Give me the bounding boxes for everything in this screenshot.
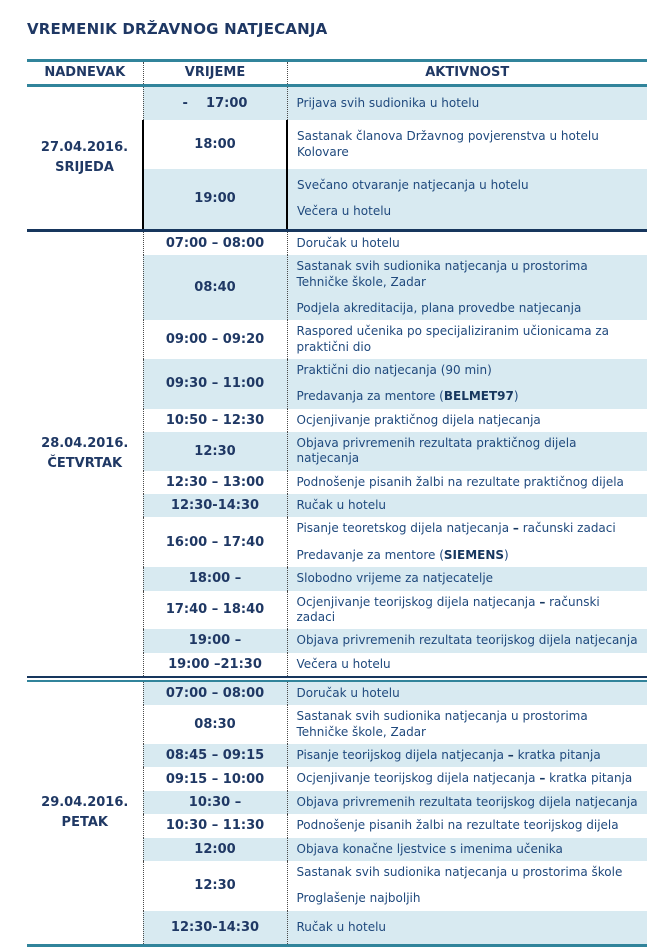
time-cell: 08:45 – 09:15 <box>143 744 287 767</box>
page-title: VREMENIK DRŽAVNOG NATJECANJA <box>27 20 328 38</box>
activity-cell <box>287 255 647 320</box>
activity-cell <box>287 744 647 767</box>
activity-cell <box>287 911 647 946</box>
time-cell: 09:30 – 11:00 <box>143 359 287 409</box>
time-cell: 16:00 – 17:40 <box>143 517 287 567</box>
act-pre: Slobodno vrijeme za natjecatelje <box>296 571 494 586</box>
act-pre: Objava privremenih rezultata teorijskog dijela natjecanja <box>296 633 638 648</box>
activity-cell <box>287 861 647 911</box>
activity-paragraph <box>297 236 639 251</box>
time-cell: 17:40 – 18:40 <box>143 591 287 630</box>
activity-paragraph <box>297 301 639 316</box>
act-pre: Doručak u hotelu <box>296 685 400 700</box>
time-cell: 12:30 <box>143 861 287 911</box>
activity-paragraph <box>297 96 639 111</box>
act-pre: Prijava svih sudionika u hotelu <box>296 96 480 110</box>
time-cell: 07:00 – 08:00 <box>143 681 287 705</box>
activity-cell <box>287 471 647 494</box>
act-pre: Praktični dio natjecanja (90 min) <box>296 362 492 377</box>
activity-cell <box>287 169 647 230</box>
activity-paragraph <box>297 595 639 626</box>
activity-cell <box>287 359 647 409</box>
table-header-row <box>27 61 647 86</box>
activity-cell <box>287 432 647 471</box>
time-cell: 19:00 <box>143 169 287 230</box>
time-cell: 12:30-14:30 <box>143 911 287 946</box>
col-header-aktivnost: AKTIVNOST <box>287 61 647 86</box>
activity-paragraph <box>297 795 639 810</box>
activity-paragraph <box>297 363 639 378</box>
time-cell: 08:40 <box>143 255 287 320</box>
act-post: ) <box>513 389 519 404</box>
act-pre: Pisanje teoretskog dijela natjecanja <box>296 521 513 536</box>
activity-paragraph <box>297 413 639 428</box>
date-cell <box>27 681 143 945</box>
activity-paragraph <box>297 709 639 740</box>
act-pre: Ručak u hotelu <box>296 498 387 513</box>
time-cell: 12:30-14:30 <box>143 494 287 517</box>
time-cell: 18:00 <box>143 120 287 169</box>
activity-paragraph <box>297 771 639 786</box>
activity-cell <box>287 814 647 837</box>
act-post: računski zadaci <box>518 521 616 536</box>
act-bold: SIEMENS <box>443 547 505 562</box>
activity-paragraph <box>297 748 639 763</box>
activity-cell <box>287 767 647 790</box>
date-text: 27.04.2016. <box>40 140 129 156</box>
activity-paragraph <box>297 633 639 648</box>
time-cell: 10:30 – 11:30 <box>143 814 287 837</box>
activity-paragraph <box>297 436 639 467</box>
activity-paragraph <box>297 498 639 513</box>
act-post: kratka pitanja <box>545 771 633 786</box>
act-pre: Podnošenje pisanih žalbi na rezultate teorijskog dijela <box>296 818 619 833</box>
activity-cell <box>287 120 647 169</box>
activity-paragraph <box>297 259 639 290</box>
act-bold: – <box>512 521 519 536</box>
act-pre: Sastanak svih sudionika natjecanja u prostorima Tehničke škole, Zadar <box>296 259 588 289</box>
activity-paragraph <box>297 548 639 563</box>
date-cell <box>27 86 143 231</box>
act-pre: Sastanak članova Državnog povjerenstva u hotelu Kolovare <box>297 129 599 159</box>
table-row <box>27 232 647 255</box>
activity-cell <box>287 705 647 744</box>
activity-paragraph <box>297 891 639 906</box>
time-cell: 09:15 – 10:00 <box>143 767 287 790</box>
act-post: ) <box>504 547 509 562</box>
time-cell: - 17:00 <box>143 86 287 121</box>
activity-paragraph <box>297 389 639 404</box>
activity-cell <box>287 86 647 121</box>
activity-cell <box>287 791 647 814</box>
act-pre: Predavanja za mentore ( <box>296 389 444 404</box>
act-pre: Večera u hotelu <box>297 204 392 219</box>
date-text: 28.04.2016. <box>41 436 129 452</box>
col-header-vrijeme: VRIJEME <box>143 61 287 86</box>
act-bold: BELMET97 <box>443 389 514 404</box>
act-pre: Doručak u hotelu <box>296 235 400 250</box>
activity-cell <box>287 232 647 255</box>
schedule-table <box>27 59 647 947</box>
act-pre: Pisanje teorijskog dijela natjecanja <box>296 748 508 763</box>
act-pre: Objava privremenih rezultata praktičnog dijela natjecanja <box>296 436 577 466</box>
act-post: kratka pitanja <box>513 748 601 763</box>
activity-cell <box>287 591 647 630</box>
activity-paragraph <box>297 521 639 536</box>
activity-paragraph <box>297 571 639 586</box>
day-name-text: ČETVRTAK <box>47 455 123 471</box>
day-name-text: SRIJEDA <box>55 159 114 175</box>
act-pre: Sastanak svih sudionika natjecanja u prostorima škole <box>296 864 623 879</box>
activity-cell <box>287 517 647 567</box>
table-row <box>27 86 647 121</box>
activity-paragraph <box>297 324 639 355</box>
activity-paragraph <box>297 178 638 193</box>
activity-cell <box>287 567 647 590</box>
act-pre: Ocjenjivanje teorijskog dijela natjecanja <box>296 771 540 786</box>
act-pre: Proglašenje najboljih <box>296 891 421 906</box>
act-pre: Sastanak svih sudionika natjecanja u prostorima Tehničke škole, Zadar <box>296 709 588 739</box>
activity-paragraph <box>297 475 639 490</box>
activity-cell <box>287 838 647 861</box>
act-pre: Predavanje za mentore ( <box>296 547 444 562</box>
time-cell: 19:00 – <box>143 629 287 652</box>
time-cell: 12:00 <box>143 838 287 861</box>
activity-paragraph <box>297 129 638 160</box>
time-cell: 12:30 <box>143 432 287 471</box>
act-post: računski zadaci <box>296 594 600 624</box>
act-pre: Objava konačne ljestvice s imenima učenika <box>296 841 563 856</box>
act-bold: – <box>539 594 546 609</box>
time-cell: 09:00 – 09:20 <box>143 320 287 359</box>
time-cell: 12:30 – 13:00 <box>143 471 287 494</box>
act-pre: Ocjenjivanje praktičnog dijela natjecanja <box>296 412 541 427</box>
activity-paragraph <box>297 818 639 833</box>
act-bold: – <box>507 748 514 763</box>
date-cell <box>27 232 143 677</box>
act-pre: Ocjenjivanje teorijskog dijela natjecanja <box>296 594 540 609</box>
activity-paragraph <box>297 865 639 880</box>
act-pre: Podjela akreditacija, plana provedbe natjecanja <box>296 300 582 315</box>
table-row <box>27 681 647 705</box>
act-pre: Ručak u hotelu <box>296 919 387 934</box>
activity-cell <box>287 629 647 652</box>
activity-cell <box>287 494 647 517</box>
act-pre: Objava privremenih rezultata teorijskog dijela natjecanja <box>296 794 638 809</box>
day-name-text: PETAK <box>61 814 108 830</box>
act-bold: – <box>539 771 546 786</box>
activity-paragraph <box>297 204 638 219</box>
activity-paragraph <box>297 657 639 672</box>
activity-cell <box>287 681 647 705</box>
activity-cell <box>287 320 647 359</box>
time-cell: 10:30 – <box>143 791 287 814</box>
col-header-nadnevak: NADNEVAK <box>27 61 143 86</box>
date-text: 29.04.2016. <box>41 795 129 811</box>
time-cell: 08:30 <box>143 705 287 744</box>
time-cell: 07:00 – 08:00 <box>143 232 287 255</box>
act-pre: Večera u hotelu <box>296 656 391 671</box>
activity-paragraph <box>297 686 639 701</box>
time-cell: 10:50 – 12:30 <box>143 409 287 432</box>
act-pre: Raspored učenika po specijaliziranim učionicama za praktični dio <box>296 324 610 354</box>
act-pre: Podnošenje pisanih žalbi na rezultate praktičnog dijela <box>296 474 624 489</box>
activity-paragraph <box>297 842 639 857</box>
activity-paragraph <box>297 920 639 935</box>
activity-cell <box>287 653 647 677</box>
time-cell: 18:00 – <box>143 567 287 590</box>
act-pre: Svečano otvaranje natjecanja u hotelu <box>297 178 529 193</box>
activity-cell <box>287 409 647 432</box>
time-cell: 19:00 –21:30 <box>143 653 287 677</box>
